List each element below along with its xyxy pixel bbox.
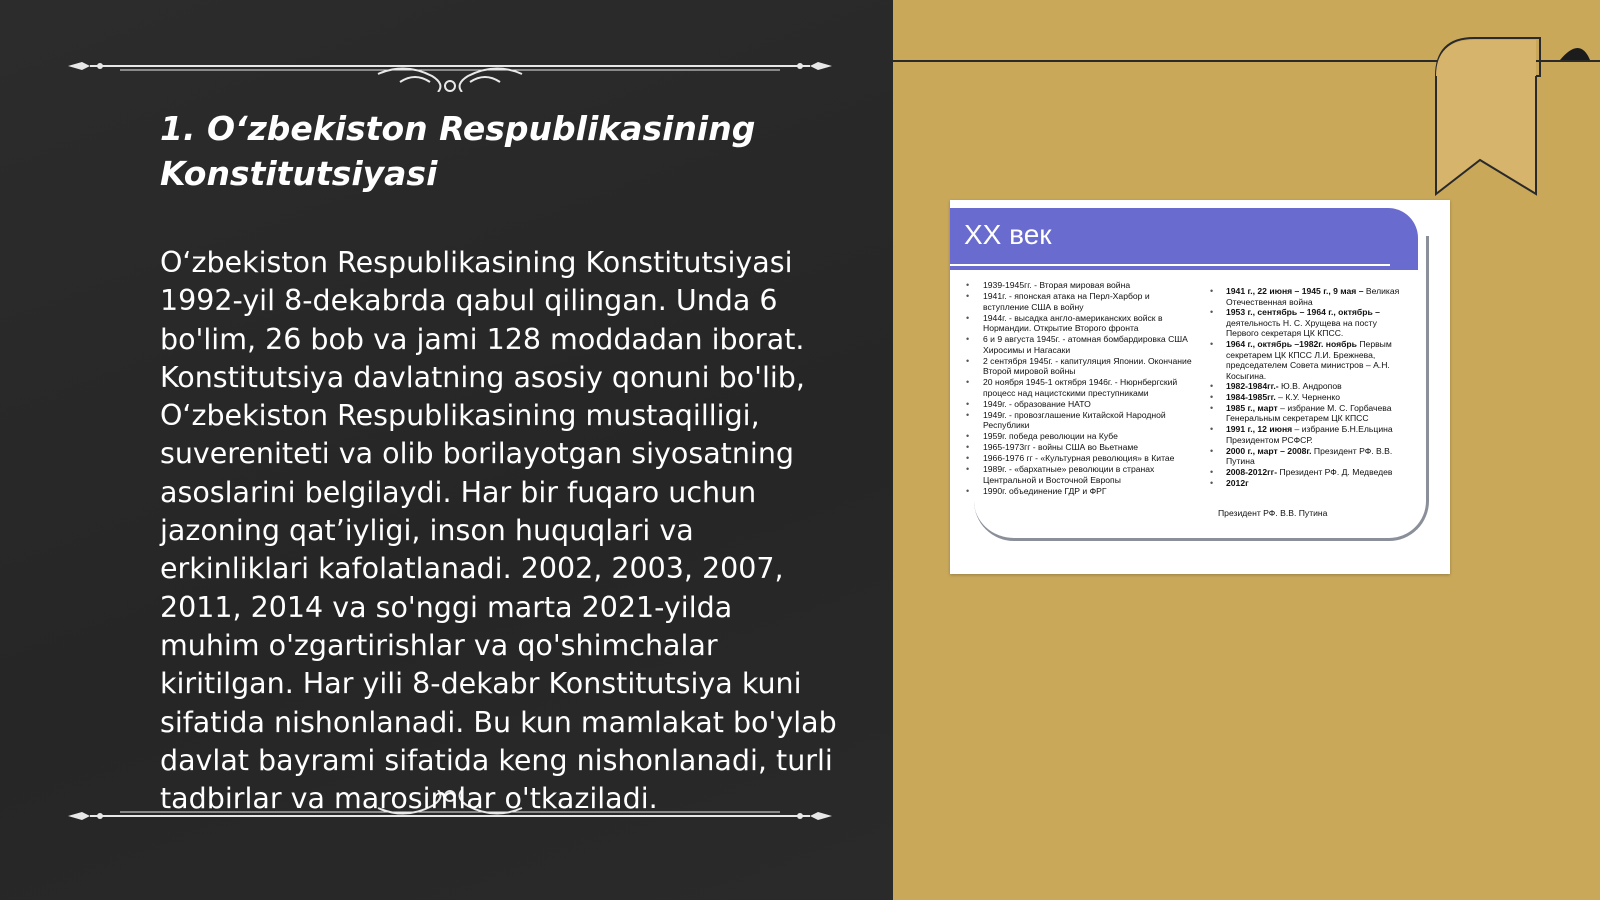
timeline-item-left: • 1941г. - японская атака на Перл-Харбор и вступление США в войну bbox=[964, 291, 1196, 312]
timeline-item-date: 1953 г., сентябрь – 1964 г., октябрь – bbox=[1226, 307, 1380, 318]
timeline-item-right bbox=[1208, 286, 1408, 307]
timeline-item-date: 2000 г., март – 2008г. bbox=[1226, 445, 1312, 456]
timeline-item-date: 1982-1984гг.- bbox=[1226, 381, 1279, 392]
right-timeline-column bbox=[1208, 286, 1408, 488]
timeline-item-right bbox=[1208, 446, 1408, 467]
timeline-item-left: • 1989г. - «бархатные» революции в странах Центральной и Восточной Европы bbox=[964, 464, 1196, 485]
timeline-item-left: • 1939-1945гг. - Вторая мировая война bbox=[964, 280, 1196, 291]
timeline-item-left: • 20 ноября 1945-1 октября 1946г. - Нюрнбергский процесс над нацистскими преступниками bbox=[964, 377, 1196, 398]
timeline-item-text: – К.У. Черненко bbox=[1275, 392, 1341, 403]
timeline-item-left: • 1944г. - высадка англо-американских войск в Нормандии. Открытие Второго фронта bbox=[964, 313, 1196, 334]
timeline-item-left: • 1949г. - провозглашение Китайской Народной Республики bbox=[964, 410, 1196, 431]
timeline-item-right bbox=[1208, 467, 1408, 478]
card-footer-note: Президент РФ. В.В. Путина bbox=[1218, 508, 1328, 518]
timeline-item-text: Великая Отечественная война bbox=[1226, 286, 1400, 307]
slide-body-text: O‘zbekiston Respublikasining Konstitutsiyasi 1992-yil 8-dekabrda qabul qilingan. Unda 6 bo'lim, 26 bob va jami 128 moddadan iborat. Konstitutsiya davlatning asosiy qonuni bo'lib, O‘zbekiston Respublikasining mustaqilligi, suvereniteti va olib borilayotgan siyosatning asoslarini belgilaydi. Har bir fuqaro uchun jazoning qat’iyligi, inson huquqlari va erkinliklari kafolatlanadi. 2002, 2003, 2007, 2011, 2014 va so'nggi marta 2021-yilda muhim o'zgartirishlar va qo'shimchalar kiritilgan. Har yili 8-dekabr Konstitutsiya kuni sifatida nishonlanadi. Bu kun mamlakat bo'ylab davlat bayrami sifatida keng nishonlanadi, turli tadbirlar va marosimlar o'tkaziladi. bbox=[160, 246, 837, 816]
timeline-item-right bbox=[1208, 424, 1408, 445]
timeline-item-right bbox=[1208, 339, 1408, 381]
timeline-item-text: Первым секретарем ЦК КПСС Л.И. Брежнева, председателем Совета министров – А.Н. Косыгина. bbox=[1226, 339, 1392, 381]
timeline-item-text: Президент РФ. В.В. Путина bbox=[1226, 445, 1393, 467]
timeline-item-right bbox=[1208, 478, 1408, 489]
timeline-item-text: – избрание М. С. Горбачева Генеральным секретарем ЦК КПСС bbox=[1226, 402, 1392, 424]
timeline-item-date: 1984-1985гг. bbox=[1226, 392, 1276, 403]
timeline-item-text: – избрание Б.Н.Ельцина Президентом РСФСР. bbox=[1226, 424, 1393, 445]
timeline-item-date: 1985 г., март bbox=[1226, 402, 1278, 413]
timeline-item-date: 2008-2012гг- bbox=[1226, 466, 1278, 477]
timeline-item-left: • 6 и 9 августа 1945г. - атомная бомбардировка США Хиросимы и Нагасаки bbox=[964, 334, 1196, 355]
timeline-item-left: • 1965-1973гг - войны США во Вьетнаме bbox=[964, 442, 1196, 453]
timeline-item-date: 2012г bbox=[1226, 477, 1249, 488]
top-ornament-divider bbox=[60, 42, 840, 92]
timeline-item-left: • 1990г. объединение ГДР и ФРГ bbox=[964, 486, 1196, 497]
timeline-item-left: • 1966-1976 гг - «Культурная революция» в Китае bbox=[964, 453, 1196, 464]
timeline-item-right bbox=[1208, 381, 1408, 392]
timeline-item-right bbox=[1208, 403, 1408, 424]
slide-title: 1. O‘zbekiston Respublikasining Konstitutsiyasi bbox=[160, 109, 756, 193]
timeline-item-right bbox=[1208, 307, 1408, 339]
left-timeline-column bbox=[964, 280, 1196, 497]
card-title: XX век bbox=[964, 219, 1052, 250]
timeline-item-text: Ю.В. Андропов bbox=[1278, 381, 1342, 392]
timeline-item-date: 1991 г., 12 июня bbox=[1226, 424, 1293, 435]
timeline-item-date: 1941 г., 22 июня – 1945 г., 9 мая – bbox=[1226, 286, 1364, 296]
timeline-item-text: деятельность Н. С. Хрущева на посту Первого секретаря ЦК КПСС. bbox=[1226, 317, 1377, 339]
timeline-item-text: Президент РФ. Д. Медведев bbox=[1277, 466, 1393, 477]
timeline-item-right bbox=[1208, 392, 1408, 403]
timeline-item-left: • 1949г. - образование НАТО bbox=[964, 399, 1196, 410]
timeline-item-date: 1964 г., октябрь –1982г. ноябрь bbox=[1226, 339, 1357, 350]
timeline-item-left: • 1959г. победа революции на Кубе bbox=[964, 431, 1196, 442]
embedded-slide-image bbox=[950, 200, 1450, 574]
bookmark-icon bbox=[1430, 36, 1590, 196]
card-header-underline bbox=[950, 264, 1390, 266]
timeline-item-left: • 2 сентября 1945г. - капитуляция Японии. Окончание Второй мировой войны bbox=[964, 356, 1196, 377]
